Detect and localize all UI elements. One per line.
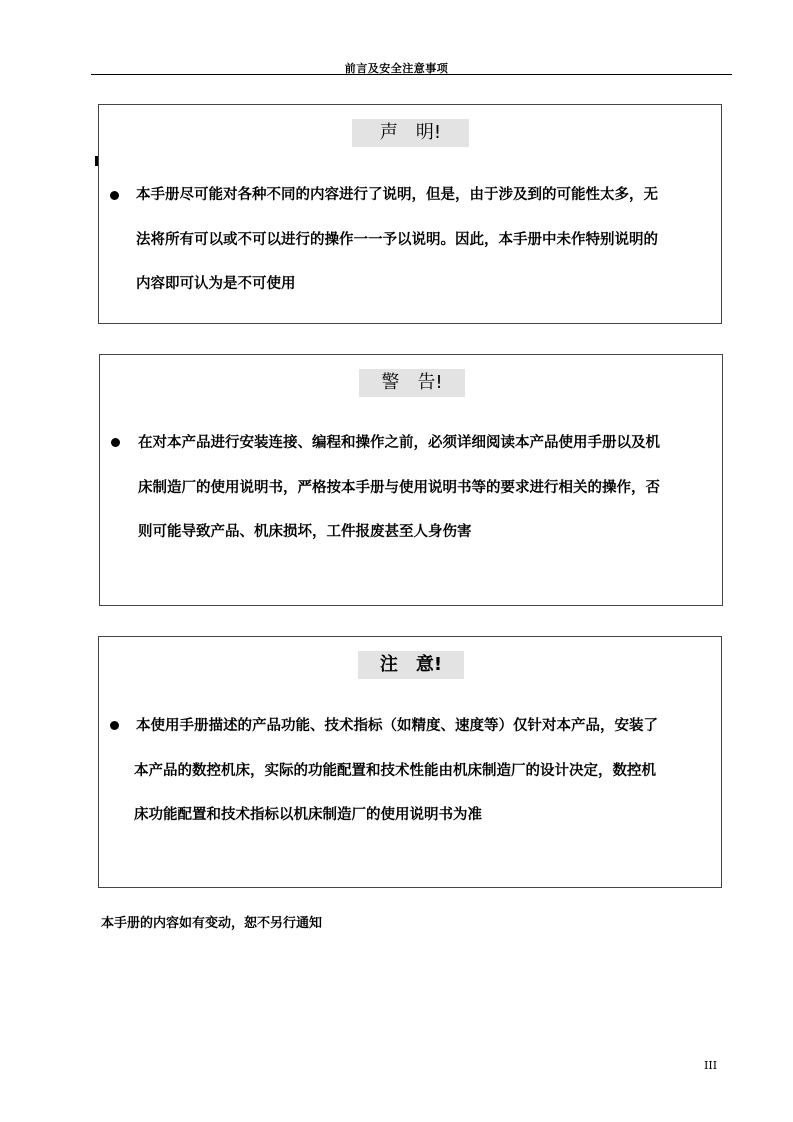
warning-heading: 警 告! xyxy=(359,369,465,397)
page-number: III xyxy=(704,1059,718,1072)
caution-line-3: 床功能配置和技术指标以机床制造厂的使用说明书为准 xyxy=(134,807,482,823)
header-divider xyxy=(91,74,732,75)
declaration-line-2: 法将所有可以或不可以进行的操作一一予以说明。因此，本手册中未作特别说明的 xyxy=(136,232,658,248)
warning-line-2: 床制造厂的使用说明书，严格按本手册与使用说明书等的要求进行相关的操作，否 xyxy=(138,480,660,496)
declaration-line-1: 本手册尽可能对各种不同的内容进行了说明，但是，由于涉及到的可能性太多，无 xyxy=(136,187,658,203)
footer-note: 本手册的内容如有变动，恕不另行通知 xyxy=(101,916,323,931)
caution-box xyxy=(98,636,722,888)
warning-line-1: 在对本产品进行安装连接、编程和操作之前，必须详细阅读本产品使用手册以及机 xyxy=(138,435,660,451)
declaration-heading: 声 明! xyxy=(352,119,469,147)
caution-line-1: 本使用手册描述的产品功能、技术指标（如精度、速度等）仅针对本产品，安装了 xyxy=(136,718,658,734)
page-header-title: 前言及安全注意事项 xyxy=(344,62,449,75)
caution-heading: 注 意! xyxy=(358,651,464,679)
warning-box xyxy=(99,354,723,606)
declaration-box xyxy=(98,104,722,324)
declaration-bullet xyxy=(110,191,119,200)
declaration-line-3: 内容即可认为是不可使用 xyxy=(136,276,296,292)
warning-bullet xyxy=(111,438,120,447)
caution-bullet xyxy=(110,721,119,730)
warning-line-3: 则可能导致产品、机床损坏，工件报废甚至人身伤害 xyxy=(138,524,472,540)
caution-line-2: 本产品的数控机床，实际的功能配置和技术性能由机床制造厂的设计决定，数控机 xyxy=(134,763,656,779)
